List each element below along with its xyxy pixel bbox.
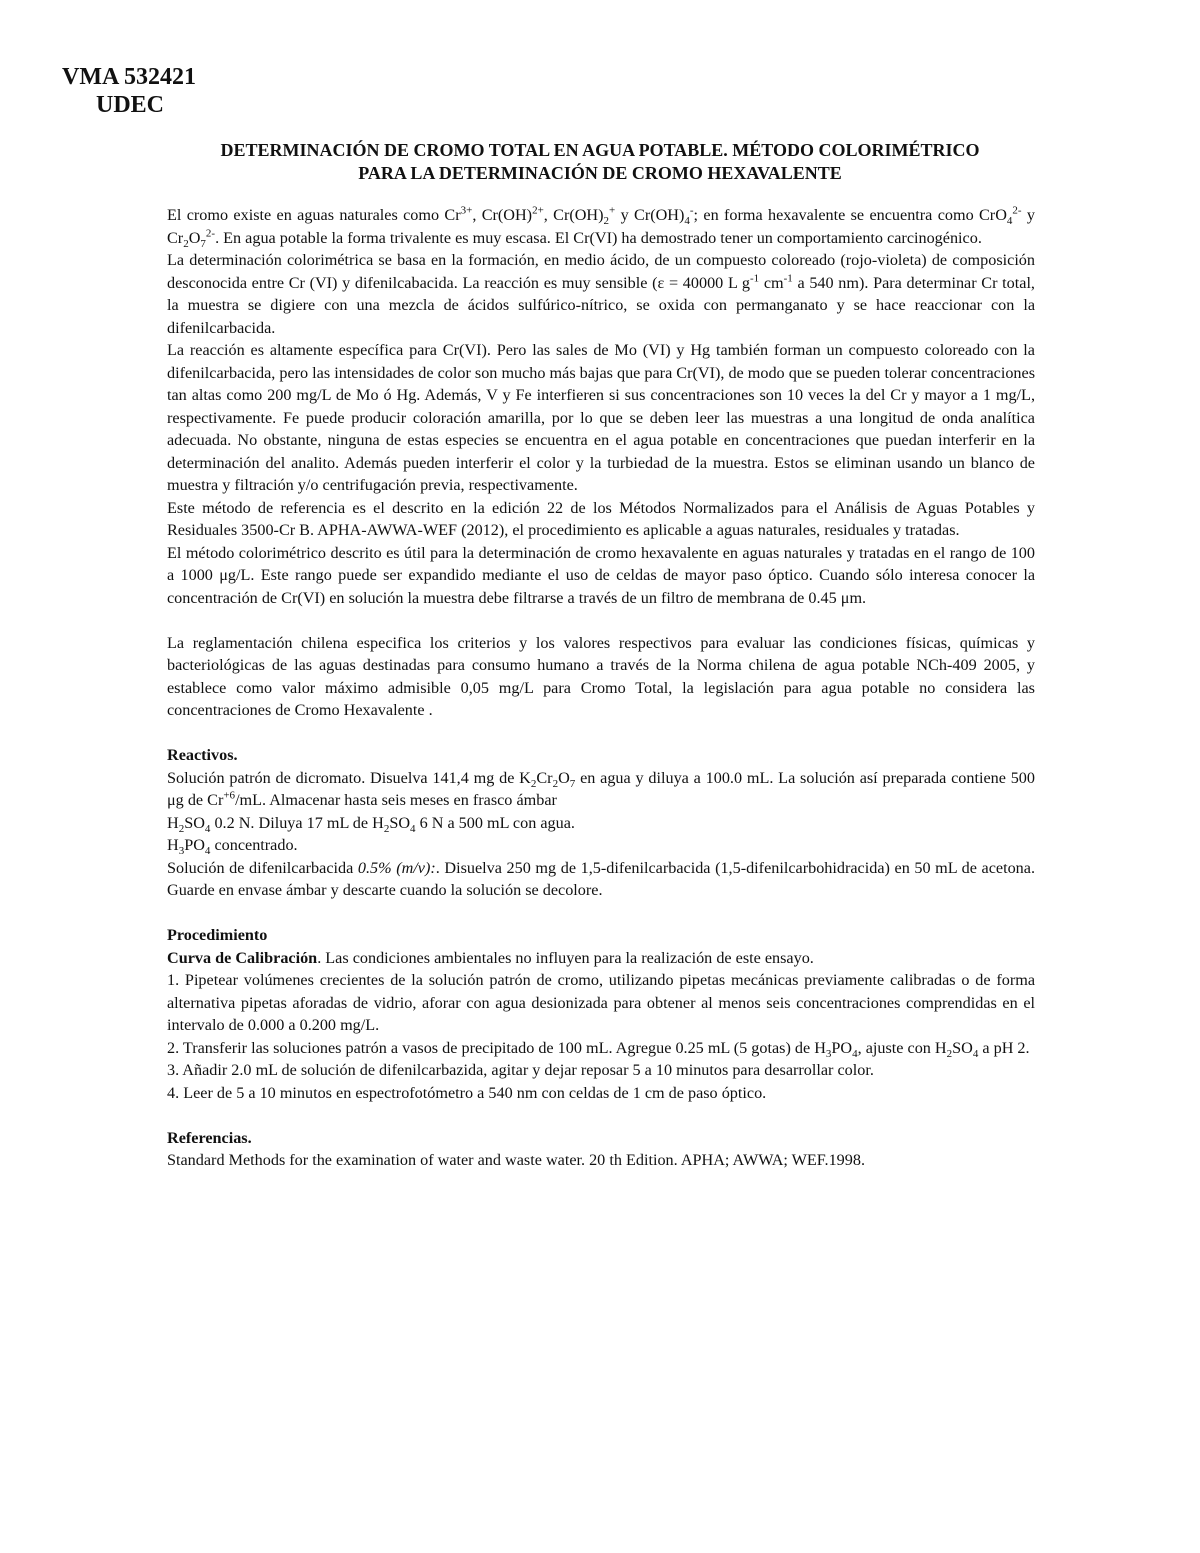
- procedimiento-heading: Procedimiento: [167, 926, 268, 944]
- reactivo-diphenylcarbazide: Solución de difenilcarbacida 0.5% (m/v):. Disuelva 250 mg de 1,5-difenilcarbacida (1,5-difenilcarbohidracida) en 50 mL de acetona. Guarde en envase ámbar y descarte cuando la solución se decolore.: [167, 858, 1036, 899]
- procedure-step-3: 3. Añadir 2.0 mL de solución de difenilcarbazida, agitar y dejar reposar 5 a 10 minutos para desarrollar color.: [167, 1061, 874, 1079]
- document-code: VMA 532421: [62, 64, 196, 90]
- reactivo-phosphoric-acid: $H_3PO_4$ concentrado.: [167, 836, 298, 858]
- procedure-step-4: 4. Leer de 5 a 10 minutos en espectrofotómetro a 540 nm con celdas de 1 cm de paso óptico.: [167, 1083, 767, 1102]
- procedure-step-2: 2. Transferir las soluciones patrón a vasos de precipitado de 100 mL. Agregue 0.25 mL (5 gotas) de $H_3PO_4$, ajuste con $H_2SO_4$ a pH 2.: [167, 1038, 1030, 1060]
- intro-paragraph-regulation: La reglamentación chilena especifica los criterios y los valores respectivos para evaluar las condiciones físicas, químicas y bacteriológicas de las aguas destinadas para consumo humano a través de la Norma chilena de agua potable NCh-409 2005, y establece como valor máximo admisible 0,05 mg/L para Cromo Total, la legislación para agua potable no considera las concentraciones de Cromo Hexavalente .: [167, 633, 1035, 719]
- intro-paragraph-reference-method: Este método de referencia es el descrito en la edición 22 de los Métodos Normalizados para el Análisis de Aguas Potables y Residuales 3500-Cr B. APHA-AWWA-WEF (2012), el procedimiento es aplicable a aguas naturales, residuales y tratadas.: [167, 498, 1035, 539]
- intro-paragraph-chromium-forms: El cromo existe en aguas naturales como $Cr^{3+}$, Cr(OH)$^{2+}$, $Cr(OH)_2^+$ y $Cr(OH)_4^-$; en forma hexavalente se encuentra como CrO$_4^{2-}$ y $Cr_2O_7^{2-}$. En agua potable la forma trivalente es muy escasa. El Cr(VI) ha demostrado tener un comportamiento carcinogénico.: [167, 204, 1035, 250]
- calibration-curve-intro: Curva de Calibración. Las condiciones ambientales no influyen para la realización de este ensayo.: [167, 948, 814, 967]
- intro-paragraph-colorimetric-basis: La determinación colorimétrica se basa en la formación, en medio ácido, de un compuesto coloreado (rojo-violeta) de composición desconocida entre Cr (VI) y difenilcabacida. La reacción es muy sensible (ε = 40000 L $g^{-1}$ $cm^{-1}$ a 540 nm). Para determinar Cr total, la muestra se digiere con una mezcla de ácidos sulfúrico-nítrico, se oxida con permanganato y se hace reaccionar con la difenilcarbacida.: [167, 251, 1035, 337]
- institution-name: UDEC: [96, 92, 165, 118]
- intro-paragraph-interferences: La reacción es altamente específica para Cr(VI). Pero las sales de Mo (VI) y Hg también forman un compuesto coloreado con la difenilcarbacida, pero las intensidades de color son mucho más bajas que para Cr(VI), de modo que se pueden tolerar concentraciones tan altas como 200 mg/L de Mo ó Hg. Además, V y Fe interfieren si sus concentraciones son 10 veces la del Cr y mayor a 1 mg/L, respectivamente. Fe puede producir coloración amarilla, por lo que se deben leer las muestras a una longitud de onda analítica adecuada. No obstante, ninguna de estas especies se encuentra en el agua potable en concentraciones que puedan interferir en la determinación del analito. Además pueden interferir el color y la turbiedad de la muestra. Estos se eliminan usando un blanco de muestra y filtración y/o centrifugación previa, respectivamente.: [167, 341, 1035, 494]
- reactivos-heading: Reactivos.: [167, 746, 238, 764]
- referencias-heading: Referencias.: [167, 1128, 252, 1147]
- reactivo-sulfuric-acid: $H_2SO_4$ 0.2 N. Diluya 17 mL de $H_2SO_4$ 6 N a 500 mL con agua.: [167, 813, 575, 835]
- intro-paragraph-range: El método colorimétrico descrito es útil para la determinación de cromo hexavalente en aguas naturales y tratadas en el rango de 100 a 1000 μg/L. Este rango puede ser expandido mediante el uso de celdas de mayor paso óptico. Cuando sólo interesa conocer la concentración de Cr(VI) en solución la muestra debe filtrarse a través de un filtro de membrana de 0.45 μm.: [167, 543, 1035, 607]
- reference-standard-methods: Standard Methods for the examination of water and waste water. 20 th Edition. APHA; AWWA; WEF.1998.: [167, 1151, 865, 1169]
- procedure-step-1: 1. Pipetear volúmenes crecientes de la solución patrón de cromo, utilizando pipetas mecánicas previamente calibradas o de forma alternativa pipetas aforadas de vidrio, aforar con agua desionizada para obtener al menos seis concentraciones comprendidas en el intervalo de 0.000 a 0.200 mg/L.: [167, 971, 1035, 1034]
- reactivo-dichromate-solution: Solución patrón de dicromato. Disuelva 141,4 mg de $K_2Cr_2O_7$ en agua y diluya a 100.0 mL. La solución así preparada contiene 500 μg de $Cr^{+6}/mL$. Almacenar hasta seis meses en frasco ámbar: [167, 768, 1035, 809]
- document-title: [120, 139, 1080, 185]
- title-line-1: DETERMINACIÓN DE CROMO TOTAL EN AGUA POTABLE. MÉTODO COLORIMÉTRICO: [220, 140, 980, 160]
- title-line-2: PARA LA DETERMINACIÓN DE CROMO HEXAVALENTE: [358, 163, 842, 183]
- document-body: [167, 204, 1035, 1172]
